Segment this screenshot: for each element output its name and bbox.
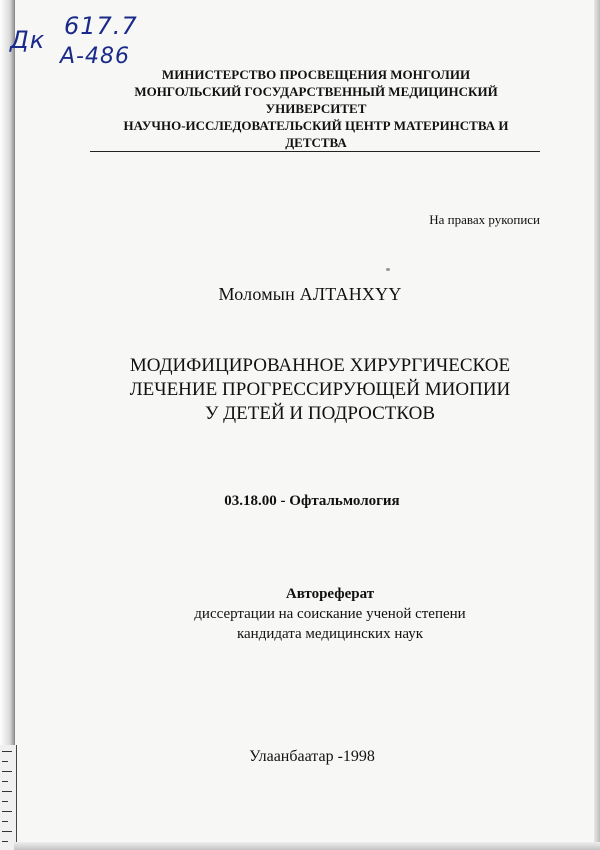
manuscript-note: На правах рукописи [429,212,540,227]
abstract-heading: Автореферат [285,586,375,602]
header-line: УНИВЕРСИТЕТ [265,101,367,116]
page-left-shadow [0,0,14,850]
title-line: У ДЕТЕЙ И ПОДРОСТКОВ [204,403,435,424]
title-line: МОДИФИЦИРОВАННОЕ ХИРУРГИЧЕСКОЕ [129,355,511,376]
speck-mark [386,268,390,271]
page-bottom-edge [14,842,600,850]
handwritten-index: А-486 [60,44,130,69]
dissertation-title [70,354,570,426]
page-right-edge [594,0,600,850]
specialty-code: 03.18.00 - Офтальмология [224,493,400,509]
city-year: Улаанбаатар -1998 [249,748,375,765]
header-divider [90,151,540,152]
abstract-line: диссертации на соискание ученой степени [194,606,466,622]
institution-header [88,66,544,151]
header-line: НАУЧНО-ИССЛЕДОВАТЕЛЬСКИЙ ЦЕНТР МАТЕРИНСТВА И [123,118,509,133]
handwritten-prefix: Дк [10,26,46,54]
handwritten-classification: 617.7 [64,12,138,40]
header-line: МИНИСТЕРСТВО ПРОСВЕЩЕНИЯ МОНГОЛИИ [161,67,471,82]
header-line: МОНГОЛЬСКИЙ ГОСУДАРСТВЕННЫЙ МЕДИЦИНСКИЙ [134,84,498,99]
abstract-block [100,584,560,644]
header-line: ДЕТСТВА [285,135,347,150]
title-line: ЛЕЧЕНИЕ ПРОГРЕССИРУЮЩЕЙ МИОПИИ [129,379,511,400]
author-name: Моломын АЛТАНХҮҮ [218,284,402,304]
abstract-line: кандидата медицинских наук [236,626,424,642]
scan-ruler [0,745,17,850]
